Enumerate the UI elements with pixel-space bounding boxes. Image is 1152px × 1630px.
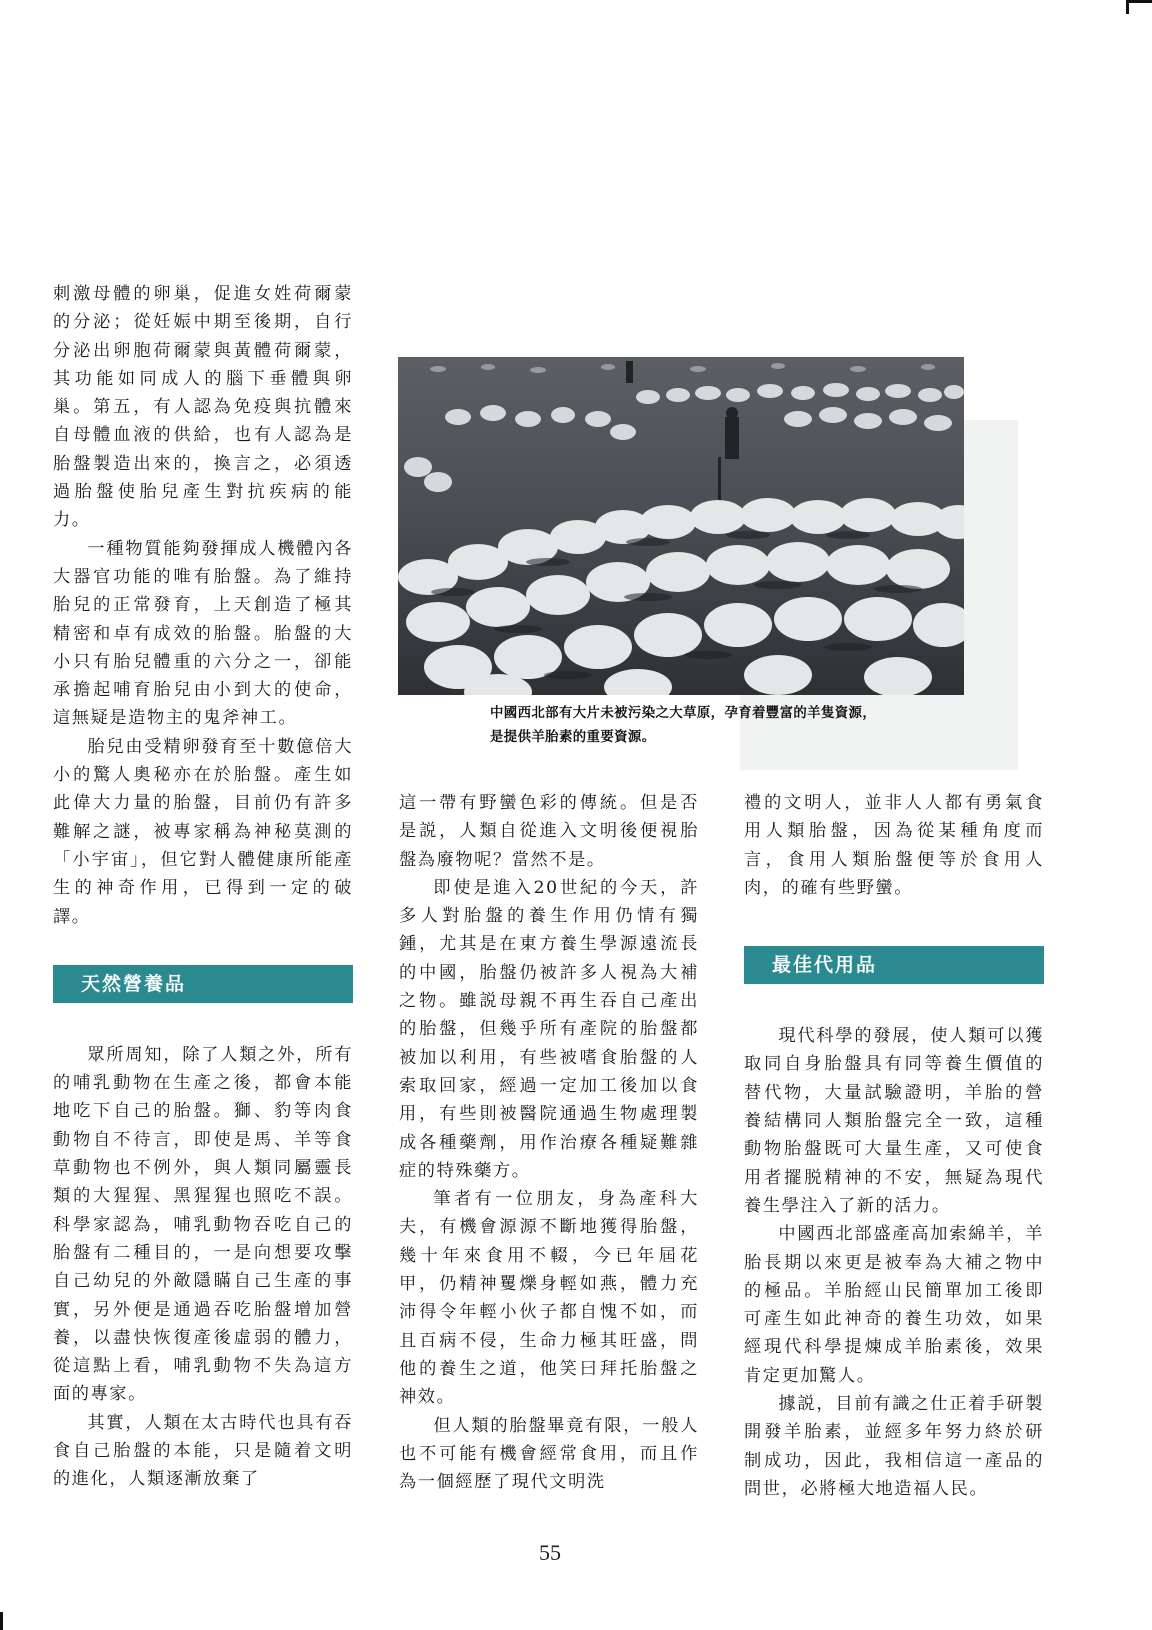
caption-line: 是提供羊胎素的重要資源。 [490,730,656,745]
paragraph: 即使是進入20世紀的今天，許多人對胎盤的養生作用仍情有獨鍾，尤其是在東方養生學源遠流長的中國，胎盤仍被許多人視為大補之物。雖説母親不再生吞自己產出的胎盤，但幾乎所有產院的胎盤都被加以利用，有些被嗜食胎盤的人索取回家，經過一定加工後加以食用，有些則被醫院通過生物處理製成各種藥劑，用作治療各種疑難雜症的特殊藥方。 [399,877,699,1181]
paragraph: 這一帶有野蠻色彩的傳統。但是否是説，人類自從進入文明後便視胎盤為廢物呢？當然不是。 [399,793,699,870]
section-heading-best-substitute: 最佳代用品 [744,946,1044,984]
paragraph: 其實，人類在太古時代也具有吞食自己胎盤的本能，只是隨着文明的進化，人類逐漸放棄了 [53,1412,353,1490]
paragraph: 刺激母體的卵巢，促進女姓荷爾蒙的分泌；從妊娠中期至後期，自行分泌出卵胞荷爾蒙與黃體荷爾蒙，其功能如同成人的腦下垂體與卵巢。第五，有人認為免疫與抗體來自母體血液的供給，也有人認為是胎盤製造出來的，換言之，必須透過胎盤使胎兒產生對抗疾病的能力。 [53,284,353,531]
crop-mark-top-right [1128,0,1152,3]
sheep-flock-photo [398,357,964,695]
paragraph: 胎兒由受精卵發育至十數億倍大小的驚人奧秘亦在於胎盤。產生如此偉大力量的胎盤，目前仍有許多難解之謎，被專家稱為神秘莫測的「小宇宙」，但它對人體健康所能產生的神奇作用，已得到一定的破譯。 [53,736,353,927]
column-left [53,280,353,1494]
column-middle [399,789,699,1496]
paragraph: 但人類的胎盤畢竟有限，一般人也不可能有機會經常食用，而且作為一個經歷了現代文明洗 [399,1415,699,1493]
paragraph: 筆者有一位朋友，身為產科大夫，有機會源源不斷地獲得胎盤，幾十年來食用不輟，今已年屆花甲，仍精神矍爍身輕如燕，體力充沛得令年輕小伙子都自愧不如，而且百病不侵，生命力極其旺盛，問他的養生之道，他笑曰拜托胎盤之神效。 [399,1189,699,1408]
column-right [744,789,1044,1503]
caption-line: 中國西北部有大片未被污染之大草原，孕育着豐富的羊隻資源， [490,706,877,721]
photo-caption [490,702,970,750]
paragraph: 據説，目前有識之仕正着手研製開發羊胎素，並經多年努力終於研制成功，因此，我相信這一產品的問世，必將極大地造福人民。 [744,1394,1044,1499]
paragraph: 中國西北部盛產高加索綿羊，羊胎長期以來更是被奉為大補之物中的極品。羊胎經山民簡單加工後即可產生如此神奇的養生功效，如果經現代科學提煉成羊胎素後，效果肯定更加驚人。 [744,1224,1044,1386]
paragraph: 眾所周知，除了人類之外，所有的哺乳動物在生產之後，都會本能地吃下自己的胎盤。獅、豹等肉食動物自不待言，即使是馬、羊等食草動物也不例外，與人類同屬靈長類的大猩猩、黑猩猩也照吃不誤。科學家認為，哺乳動物吞吃自己的胎盤有二種目的，一是向想要攻擊自己幼兒的外敵隱瞞自己生產的事實，另外便是通過吞吃胎盤增加營養，以盡快恢復產後虛弱的體力，從這點上看，哺乳動物不失為這方面的專家。 [53,1044,353,1405]
paragraph: 現代科學的發展，使人類可以獲取同自身胎盤具有同等養生價值的替代物，大量試驗證明，羊胎的營養結構同人類胎盤完全一致，這種動物胎盤既可大量生產，又可使食用者擺脱精神的不安，無疑為現代養生學注入了新的活力。 [744,1026,1044,1216]
paragraph: 一種物質能夠發揮成人機體內各大器官功能的唯有胎盤。為了維持胎兒的正常發育，上天創造了極其精密和卓有成效的胎盤。胎盤的大小只有胎兒體重的六分之一，卻能承擔起哺育胎兒由小到大的使命，這無疑是造物主的鬼斧神工。 [53,538,353,729]
page-number: 55 [539,1540,561,1565]
paragraph: 禮的文明人，並非人人都有勇氣食用人類胎盤，因為從某種角度而言，食用人類胎盤便等於食用人肉，的確有些野蠻。 [744,793,1044,898]
crop-mark-top-right-vertical [1126,0,1129,14]
section-heading-natural-nutrient: 天然營養品 [53,965,353,1003]
crop-mark-bottom-left [0,1612,3,1630]
